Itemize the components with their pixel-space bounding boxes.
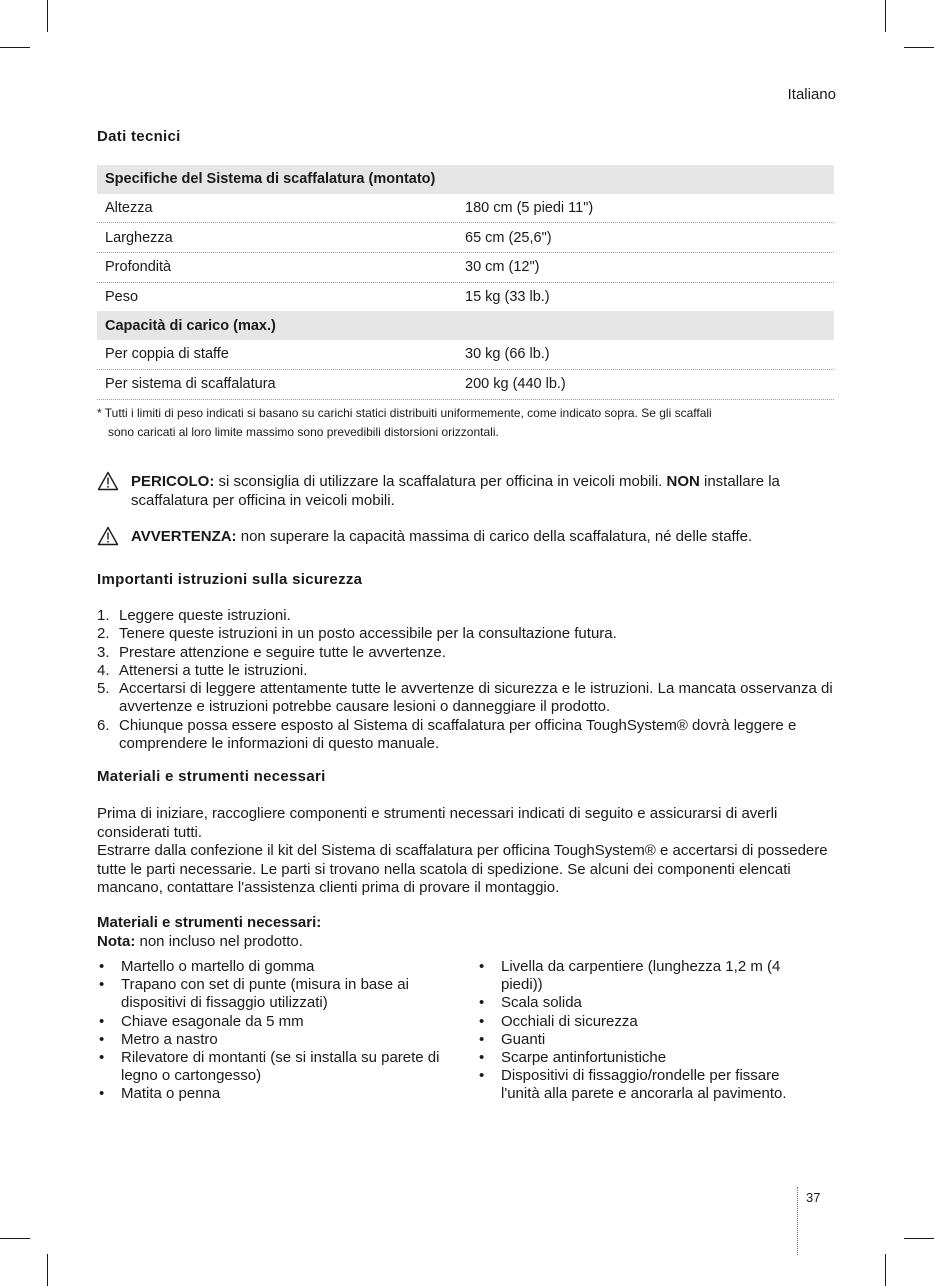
list-item: • Dispositivi di fissaggio/rondelle per fissare l'unità alla parete e ancorarla al pavimento. bbox=[477, 1067, 812, 1103]
footnote-line: sono caricati al loro limite massimo sono prevedibili distorsioni orizzontali. bbox=[108, 425, 499, 439]
spec-value: 65 cm (25,6") bbox=[465, 229, 552, 246]
spec-name: Profondità bbox=[105, 259, 172, 276]
subhead-text: Materiali e strumenti necessari: bbox=[97, 914, 322, 931]
spec-name: Peso bbox=[105, 289, 139, 306]
list-item: 1. Leggere queste istruzioni. bbox=[97, 607, 291, 624]
spec-value: 30 cm (12") bbox=[465, 259, 540, 276]
spec-value: 15 kg (33 lb.) bbox=[465, 289, 550, 306]
list-item: • Scarpe antinfortunistiche bbox=[477, 1049, 812, 1067]
tech-data-title: Dati tecnici bbox=[97, 128, 181, 145]
list-item-text: Chiunque possa essere esposto al Sistema di scaffalatura per officina ToughSystem® dovrà leggere e comprendere le informazioni di questo manuale. bbox=[119, 716, 797, 753]
footnote-line: * Tutti i limiti di peso indicati si basano su carichi statici distribuiti uniformemente, come indicato sopra. Se gli scaffali bbox=[97, 406, 712, 420]
table-row bbox=[97, 370, 834, 400]
danger-text: installare la scaffalatura per officina in veicoli mobili. bbox=[131, 473, 780, 509]
crop-mark bbox=[47, 0, 48, 32]
paragraph: Prima di iniziare, raccogliere componenti e strumenti necessari indicati di seguito e assicurarsi di averli considerati tutti. bbox=[97, 805, 778, 841]
danger-label: PERICOLO: bbox=[131, 473, 215, 490]
spec-name: Altezza bbox=[105, 200, 153, 217]
list-item: • Scala solida bbox=[477, 994, 812, 1012]
list-item: • Rilevatore di montanti (se si installa su parete di legno o cartongesso) bbox=[97, 1049, 442, 1085]
materials-list-right bbox=[477, 958, 812, 1104]
crop-mark bbox=[885, 0, 886, 32]
list-item-text: Prestare attenzione e seguire tutte le avvertenze. bbox=[119, 643, 446, 661]
safety-title: Importanti istruzioni sulla sicurezza bbox=[97, 571, 363, 588]
language-label: Italiano bbox=[787, 86, 836, 103]
spec-name: Larghezza bbox=[105, 229, 173, 246]
materials-list-left bbox=[97, 958, 442, 1104]
section-label: Capacità di carico (max.) bbox=[105, 317, 276, 334]
list-item: 3. Prestare attenzione e seguire tutte le avvertenze. bbox=[97, 643, 446, 661]
crop-mark bbox=[904, 1238, 934, 1239]
danger-notice bbox=[97, 472, 837, 510]
spec-name: Per coppia di staffe bbox=[105, 346, 229, 363]
crop-mark bbox=[47, 1254, 48, 1286]
table-row bbox=[97, 194, 834, 224]
warning-text: non superare la capacità massima di carico della scaffalatura, né delle staffe. bbox=[236, 528, 753, 545]
warning-label: AVVERTENZA: bbox=[131, 528, 237, 545]
spec-value: 30 kg (66 lb.) bbox=[465, 346, 550, 363]
warning-triangle-icon bbox=[97, 471, 119, 491]
footnote bbox=[97, 404, 827, 442]
safety-list bbox=[97, 607, 837, 753]
table-row bbox=[97, 340, 834, 370]
list-item: 5. Accertarsi di leggere attentamente tutte le avvertenze di sicurezza e le istruzioni. La mancata osservanza di avvertenze e istruzioni potrebbe causare lesioni o danneggiare il prodotto. bbox=[97, 680, 833, 716]
note-text: non incluso nel prodotto. bbox=[135, 933, 303, 950]
list-item: 4. Attenersi a tutte le istruzioni. bbox=[97, 661, 308, 679]
danger-text: si sconsiglia di utilizzare la scaffalatura per officina in veicoli mobili. bbox=[214, 473, 667, 490]
spec-table bbox=[97, 165, 834, 400]
spec-name: Per sistema di scaffalatura bbox=[105, 376, 276, 393]
table-row bbox=[97, 283, 834, 312]
list-item: • Martello o martello di gomma bbox=[97, 958, 442, 976]
list-item: • Trapano con set di punte (misura in base ai dispositivi di fissaggio utilizzati) bbox=[97, 976, 442, 1012]
spec-value: 180 cm (5 piedi 11") bbox=[465, 200, 594, 217]
list-item: • Livella da carpentiere (lunghezza 1,2 m (4 piedi)) bbox=[477, 958, 812, 994]
list-item: • Guanti bbox=[477, 1031, 812, 1049]
crop-mark bbox=[0, 47, 30, 48]
page-number-rule bbox=[797, 1187, 798, 1255]
list-item: 2. Tenere queste istruzioni in un posto accessibile per la consultazione futura. bbox=[97, 625, 617, 643]
list-item: • Metro a nastro bbox=[97, 1031, 442, 1049]
materials-intro bbox=[97, 805, 837, 898]
section-label: Specifiche del Sistema di scaffalatura (montato) bbox=[105, 171, 436, 188]
list-item: • Occhiali di sicurezza bbox=[477, 1013, 812, 1031]
page-number: 37 bbox=[806, 1190, 821, 1205]
list-item: • Matita o penna bbox=[97, 1085, 442, 1103]
materials-title: Materiali e strumenti necessari bbox=[97, 768, 326, 785]
warning-notice bbox=[97, 527, 837, 546]
list-item: • Chiave esagonale da 5 mm bbox=[97, 1013, 442, 1031]
paragraph: Estrarre dalla confezione il kit del Sistema di scaffalatura per officina ToughSystem® e accertarsi di possedere tutte le parti necessarie. Le parti si trovano nella scatola di spedizione. Se alcuni dei componenti elencati mancano, contattare l'assistenza clienti prima di provare il montaggio. bbox=[97, 842, 828, 896]
note-label: Nota: bbox=[97, 933, 136, 950]
warning-triangle-icon bbox=[97, 526, 119, 546]
table-section-header bbox=[97, 311, 834, 340]
list-item: 6. Chiunque possa essere esposto al Sistema di scaffalatura per officina ToughSystem® dovrà leggere e comprendere le informazioni di questo manuale. bbox=[97, 716, 797, 753]
table-section-header bbox=[97, 165, 834, 194]
list-item-text: Leggere queste istruzioni. bbox=[119, 607, 291, 624]
table-row bbox=[97, 223, 834, 253]
list-item-text: Accertarsi di leggere attentamente tutte le avvertenze di sicurezza e le istruzioni. La mancata osservanza di avvertenze e istruzioni potrebbe causare lesioni o danneggiare il prodotto. bbox=[119, 680, 833, 716]
crop-mark bbox=[885, 1254, 886, 1286]
materials-subhead bbox=[97, 913, 321, 951]
list-item-text: Attenersi a tutte le istruzioni. bbox=[119, 661, 308, 679]
crop-mark bbox=[904, 47, 934, 48]
crop-mark bbox=[0, 1238, 30, 1239]
list-item-text: Tenere queste istruzioni in un posto accessibile per la consultazione futura. bbox=[119, 625, 617, 643]
spec-value: 200 kg (440 lb.) bbox=[465, 376, 566, 393]
danger-emphasis: NON bbox=[666, 473, 700, 490]
table-row bbox=[97, 253, 834, 283]
